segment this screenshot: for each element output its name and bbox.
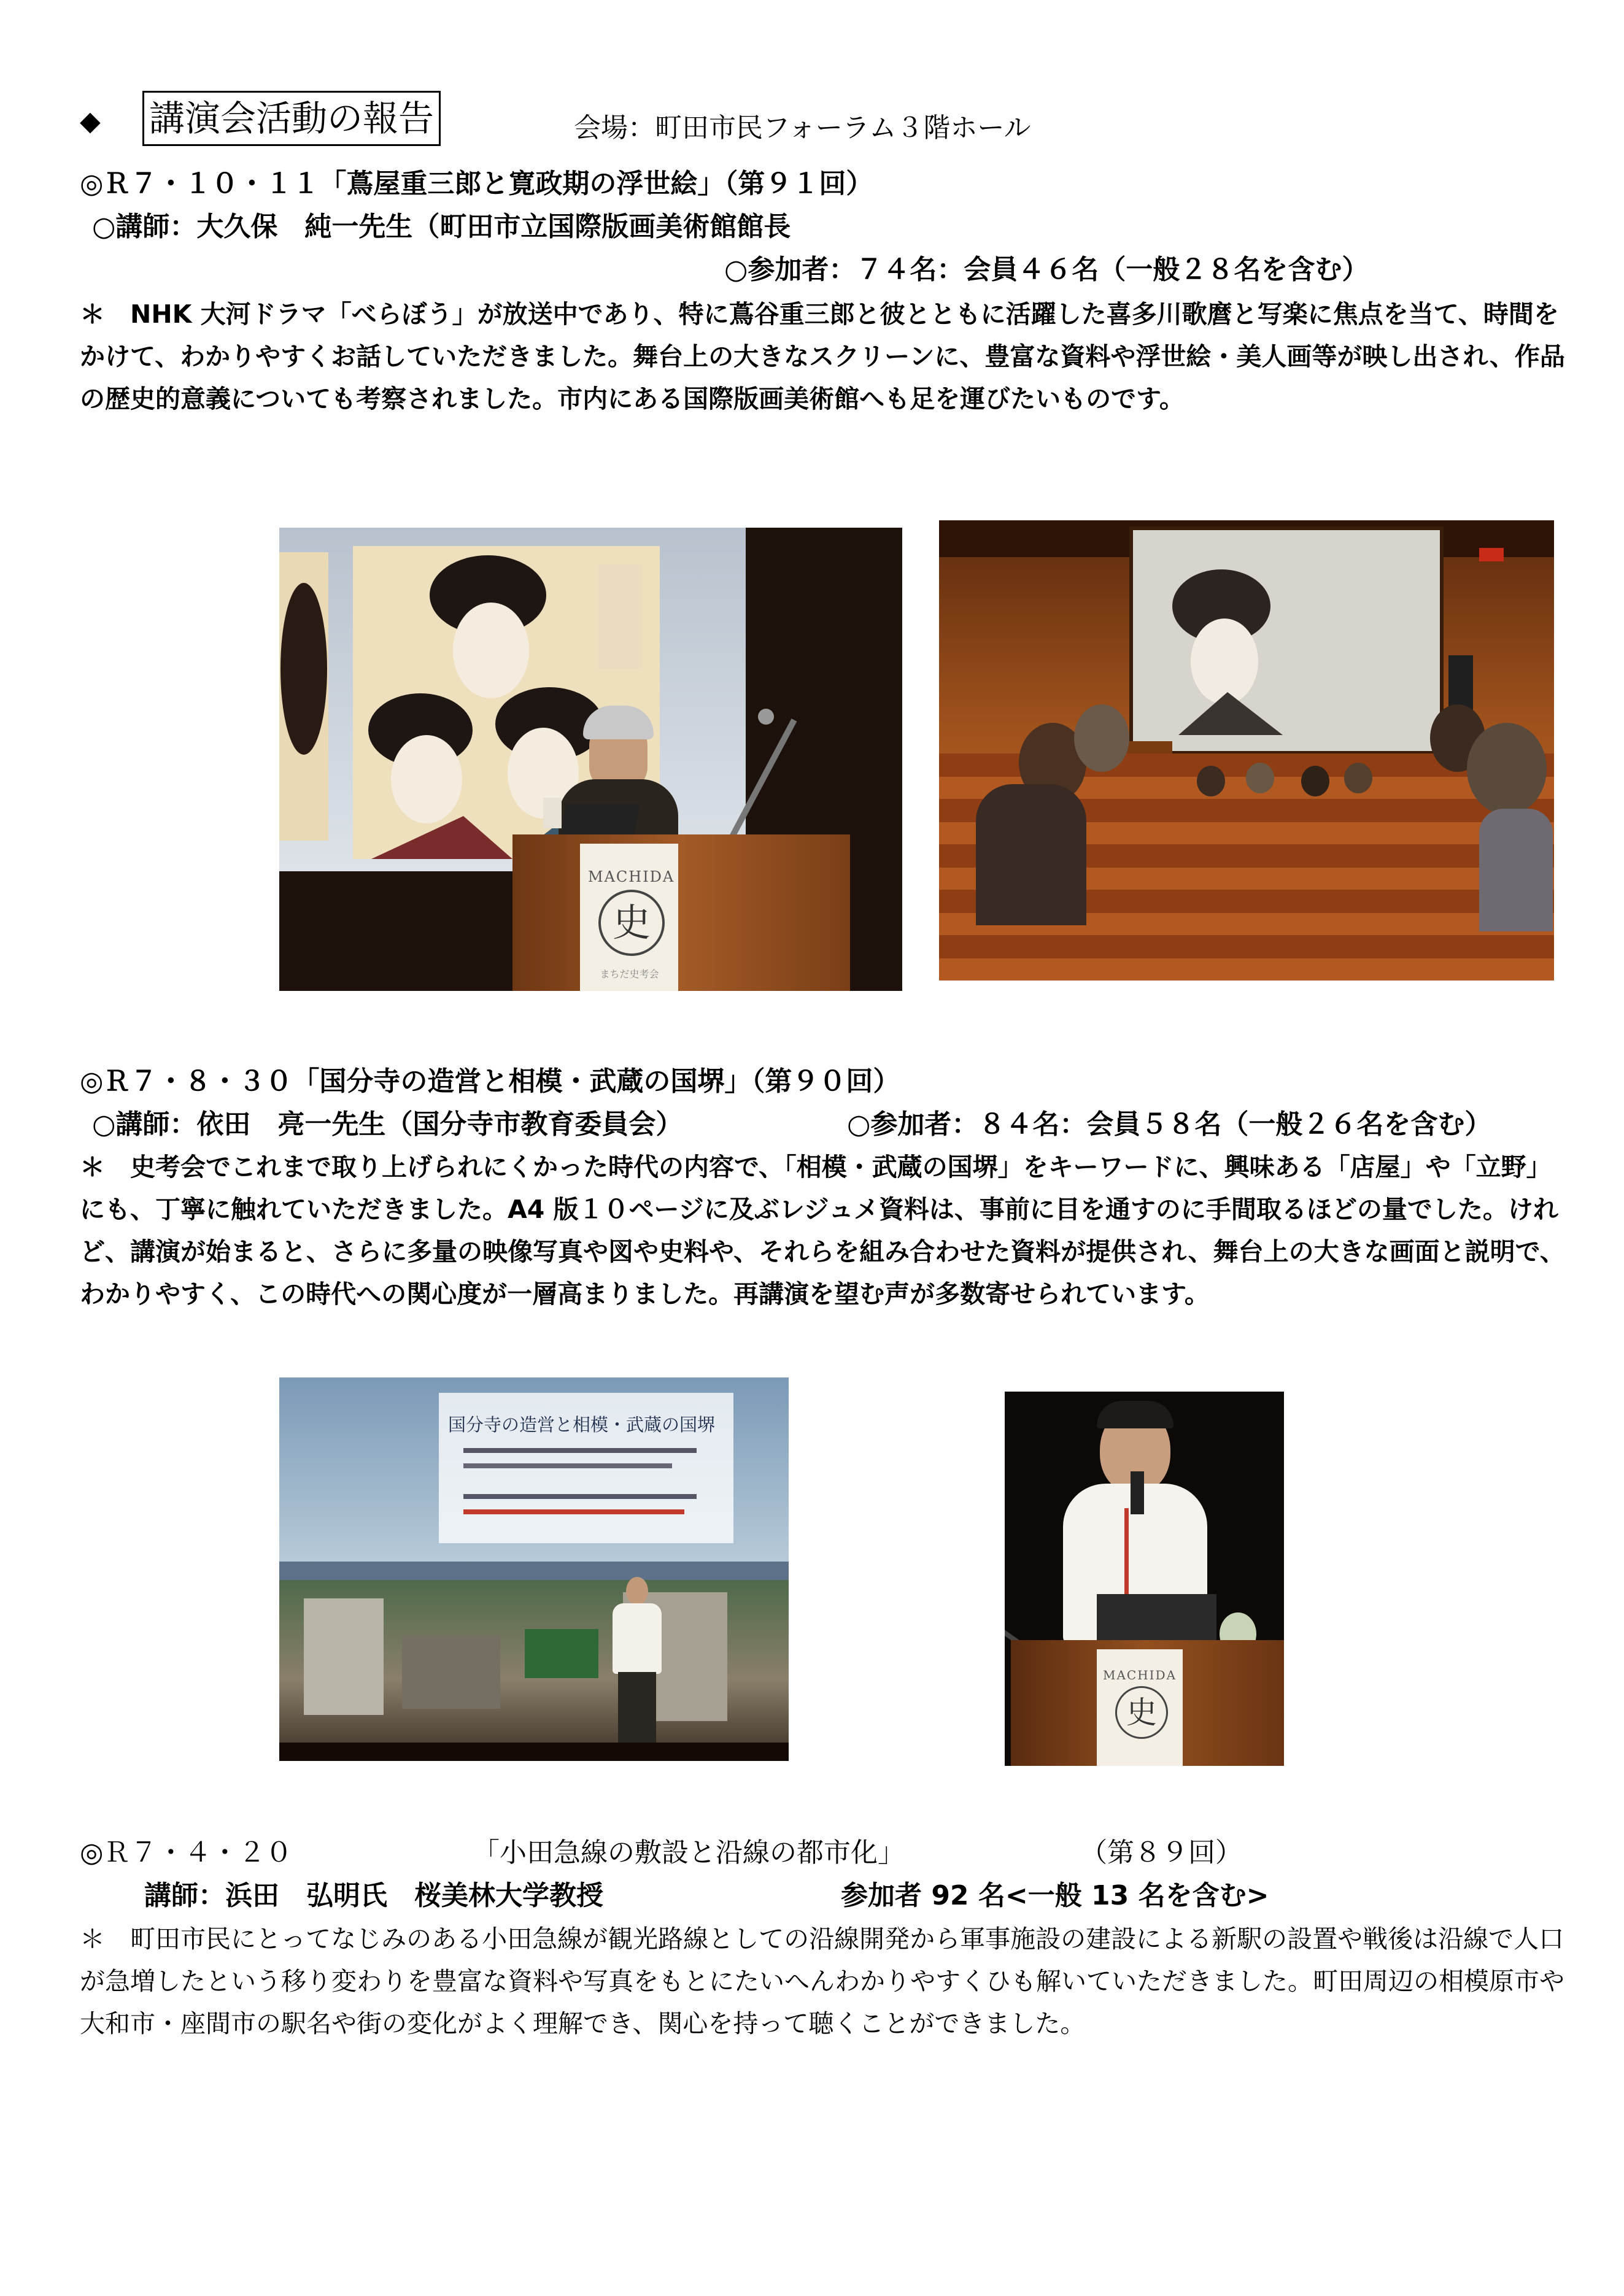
lecture89-attendance: 参加者 92 名<一般 13 名を含む> (841, 1880, 1269, 1911)
slide-title: 国分寺の造営と相模・武蔵の国堺 (448, 1414, 716, 1435)
lecture89-date: ◎Ｒ７・４・２０ (80, 1837, 293, 1868)
lecture90-body: ＊ 史考会でこれまで取り上げられにくかった時代の内容で、「相模・武蔵の国堺」をキーワードに、興味ある「店屋」や「立野」にも、丁寧に触れていただきました。A4 版１０ページに及ぶレジュメ資料は、事前に目を通すのに手間取るほどの量でした。けれど、講演が始まると、さらに多量の映像写真や図や史料や、それらを組み合わせた資料が提供され、舞台上の大きな画面と説明で、わかりやすく、この時代への関心度が一層高まりました。再講演を望む声が多数寄せられています。 (80, 1152, 1565, 1309)
lecture89-title: 「小田急線の敷設と沿線の都市化」 (473, 1837, 905, 1868)
lecture90-attendance: ○参加者：８４名：会員５８名（一般２６名を含む） (847, 1109, 1492, 1140)
lecture91-attendance: ○参加者：７４名：会員４６名（一般２８名を含む） (724, 254, 1369, 285)
report-title: 講演会活動の報告 (142, 91, 441, 146)
lecture91-photo-audience (939, 520, 1554, 980)
venue-label: 会場：町田市民フォーラム３階ホール (574, 112, 1031, 144)
podium-logo-text: MACHIDA (1102, 1668, 1177, 1682)
podium-logo-kanji: 史 (598, 890, 665, 956)
lecture90-speaker: ○講師：依田 亮一先生（国分寺市教育委員会） (92, 1109, 683, 1140)
lecture90-photo-speaker (1005, 1392, 1284, 1766)
lecture91-speaker: ○講師：大久保 純一先生（町田市立国際版画美術館館長 (92, 211, 791, 242)
podium-logo-kanji: 史 (1115, 1686, 1168, 1739)
lecture89-body: ＊ 町田市民にとってなじみのある小田急線が観光路線としての沿線開発から軍事施設の建設による新駅の設置や戦後は沿線で人口が急増したという移り変わりを豊富な資料や写真をもとにたいへんわかりやすくひも解いていただきました。町田周辺の相模原市や大和市・座間市の駅名や街の変化がよく理解でき、関心を持って聴くことができました。 (80, 1924, 1564, 2038)
podium-logo-sub: まちだ史考会 (600, 968, 659, 980)
lecture91-body: ＊ NHK 大河ドラマ「べらぼう」が放送中であり、特に蔦谷重三郎と彼とともに活躍した喜多川歌麿と写楽に焦点を当て、時間をかけて、わかりやすくお話していただきました。舞台上の大きなスクリーンに、豊富な資料や浮世絵・美人画等が映し出され、作品の歴史的意義についても考察されました。市内にある国際版画美術館へも足を運びたいものです。 (80, 299, 1565, 414)
lecture91-photo-podium (279, 528, 902, 991)
lecture90-photo-slide (279, 1377, 789, 1761)
podium (512, 834, 850, 991)
lecture90-heading: ◎Ｒ７・８・３０「国分寺の造営と相模・武蔵の国堺」（第９０回） (80, 1066, 900, 1097)
lecture89-speaker: 講師：浜田 弘明氏 桜美林大学教授 (144, 1880, 603, 1911)
lecture89-number: （第８９回） (1080, 1837, 1242, 1868)
podium-logo-text: MACHIDA (588, 868, 675, 885)
lecture91-heading: ◎Ｒ７・１０・１１「蔦屋重三郎と寛政期の浮世絵」（第９１回） (80, 168, 873, 199)
bullet-diamond: ◆ (80, 106, 101, 137)
